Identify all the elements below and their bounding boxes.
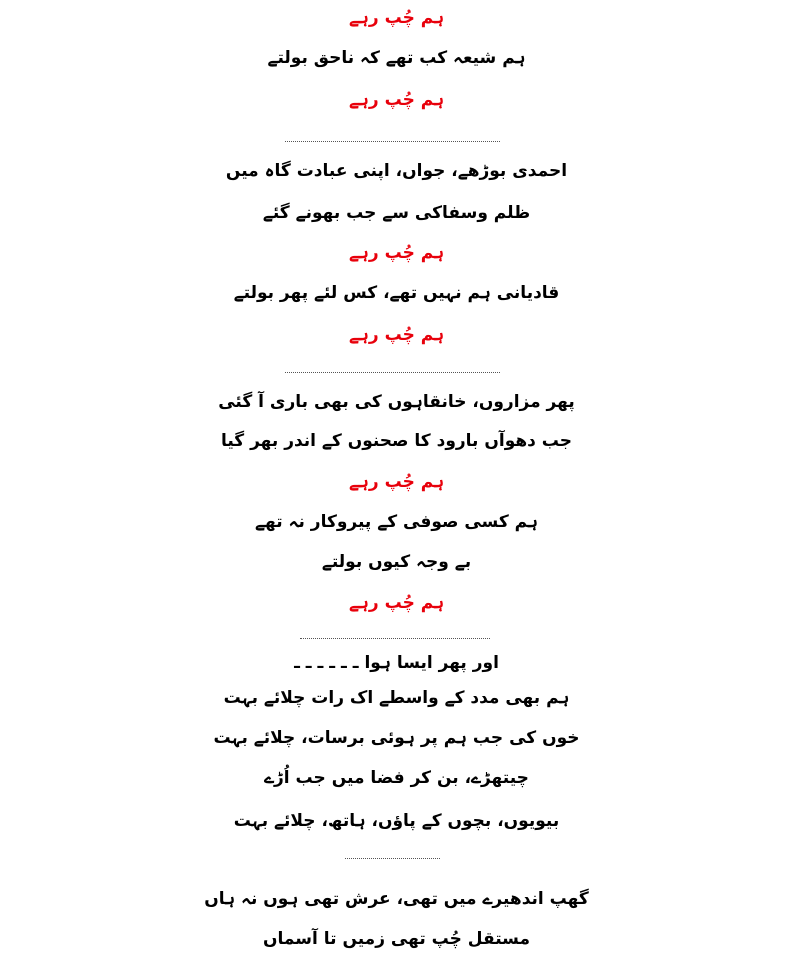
verse-line: خوں کی جب ہم پر ہوئی برسات، چلائے بہت (213, 728, 580, 748)
refrain-line: ہم چُپ رہے (348, 593, 445, 613)
verse-line: ظلم وسفاکی سے جب بھونے گئے (262, 203, 531, 223)
verse-line: اور پھر ایسا ہوا ـ ـ ـ ـ ـ ـ (294, 653, 499, 673)
verse-line: قادیانی ہم نہیں تھے، کس لئے پھر بولتے (233, 283, 560, 303)
refrain-line: ہم چُپ رہے (348, 472, 445, 492)
verse-line: چیتھڑے، بن کر فضا میں جب اُڑے (264, 768, 529, 788)
stanza-separator (285, 141, 500, 142)
refrain-line: ہم چُپ رہے (348, 90, 445, 110)
verse-line: احمدی بوڑھے، جواں، اپنی عبادت گاہ میں (225, 161, 568, 181)
stanza-separator (300, 638, 490, 639)
stanza-separator (345, 858, 440, 859)
verse-line: مستقل چُپ تھی زمیں تا آسماں (263, 929, 530, 949)
verse-line: بیویوں، بچوں کے پاؤں، ہاتھ، چلائے بہت (233, 811, 560, 831)
verse-line: جب دھوآں بارود کا صحنوں کے اندر بھر گیا (220, 431, 573, 451)
verse-line: ہم کسی صوفی کے پیروکار نہ تھے (255, 512, 538, 532)
refrain-line: ہم چُپ رہے (348, 325, 445, 345)
refrain-line: ہم چُپ رہے (348, 243, 445, 263)
refrain-line: ہم چُپ رہے (348, 8, 445, 28)
verse-line: پھر مزاروں، خانقاہوں کی بھی باری آ گئی (218, 392, 575, 412)
verse-line: گھپ اندھیرے میں تھی، عرش تھی ہوں نہ ہاں (204, 889, 589, 909)
verse-line: ہم شیعہ کب تھے کہ ناحق بولتے (267, 48, 526, 68)
verse-line: بے وجہ کیوں بولتے (321, 552, 472, 572)
verse-line: ہم بھی مدد کے واسطے اک رات چلائے بہت (223, 688, 570, 708)
stanza-separator (285, 372, 500, 373)
